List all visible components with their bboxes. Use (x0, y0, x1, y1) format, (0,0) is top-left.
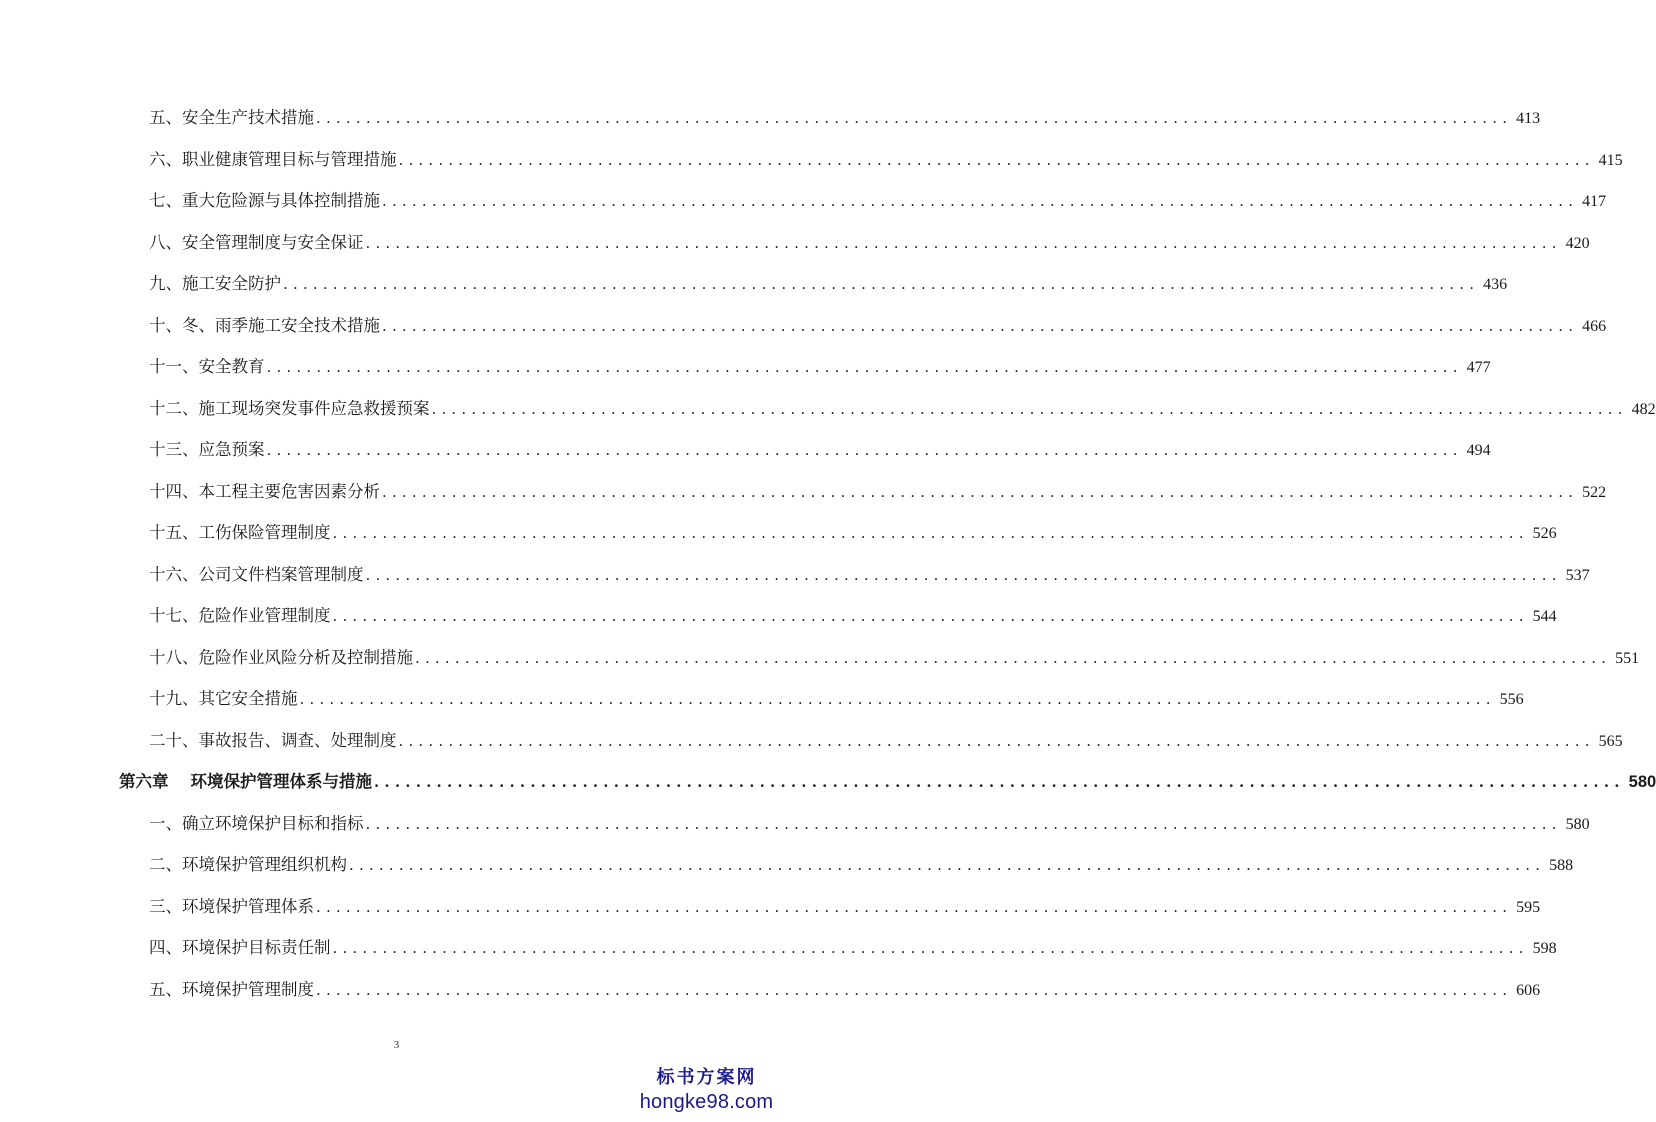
toc-entry[interactable] (149, 478, 1607, 504)
toc-entry[interactable] (149, 934, 1557, 960)
toc-entry[interactable] (149, 104, 1541, 130)
dot-leader: ........................................................................................................................ (365, 815, 1562, 833)
toc-entry-label: 八、安全管理制度与安全保证 (149, 233, 364, 252)
dot-leader: ........................................................................................................................ (316, 981, 1513, 999)
toc-entry-page: 588 (1549, 857, 1574, 874)
toc-entry-page: 565 (1598, 733, 1623, 750)
toc-entry[interactable] (149, 685, 1524, 711)
watermark-url: hongke98.com (639, 1091, 774, 1113)
dot-leader: ........................................................................................................................ (374, 773, 1625, 791)
toc-entry-page: 477 (1466, 359, 1491, 376)
toc-entry-page: 551 (1615, 650, 1640, 667)
toc-entry-page: 436 (1483, 276, 1508, 293)
dot-leader: ........................................................................................................................ (382, 483, 1579, 501)
dot-leader: ........................................................................................................................ (398, 151, 1595, 169)
toc-entry-page: 494 (1466, 442, 1491, 459)
toc-entry[interactable] (149, 229, 1590, 255)
toc-entry-label: 十七、危险作业管理制度 (149, 606, 331, 625)
toc-entry-label: 五、环境保护管理制度 (149, 980, 314, 999)
toc-entry-page: 420 (1565, 235, 1590, 252)
toc-entry[interactable] (149, 851, 1574, 877)
dot-leader: ........................................................................................................................ (266, 358, 1463, 376)
toc-entry-page: 595 (1516, 899, 1541, 916)
toc-entry[interactable] (149, 353, 1491, 379)
chapter-title: 环境保护管理体系与措施 (190, 772, 372, 791)
dot-leader: ........................................................................................................................ (431, 400, 1628, 418)
toc-entry-label: 十五、工伤保险管理制度 (149, 523, 331, 542)
toc-entry-label: 二十、事故报告、调查、处理制度 (149, 731, 397, 750)
dot-leader: ........................................................................................................................ (365, 234, 1562, 252)
toc-entry-label: 十二、施工现场突发事件应急救援预案 (149, 399, 430, 418)
toc-entry-label: 一、确立环境保护目标和指标 (149, 814, 364, 833)
toc-entry[interactable] (149, 519, 1557, 545)
toc-entry-label: 二、环境保护管理组织机构 (149, 855, 347, 874)
toc-entry-page: 537 (1565, 567, 1590, 584)
toc-entry[interactable] (149, 146, 1623, 172)
watermark-text: 标书方案网 (656, 1067, 757, 1088)
page-number: 3 (393, 1039, 400, 1051)
toc-entry-label: 三、环境保护管理体系 (149, 897, 314, 916)
dot-leader: ........................................................................................................................ (349, 856, 1546, 874)
toc-entry-page: 598 (1532, 940, 1557, 957)
toc-chapter-heading[interactable] (119, 768, 1656, 794)
toc-entry[interactable] (149, 436, 1491, 462)
toc-entry-label: 五、安全生产技术措施 (149, 108, 314, 127)
toc-entry-label: 十、冬、雨季施工安全技术措施 (149, 316, 380, 335)
toc-entry-page: 580 (1565, 816, 1590, 833)
toc-entry-label: 十三、应急预案 (149, 440, 265, 459)
dot-leader: ........................................................................................................................ (382, 317, 1579, 335)
toc-entry[interactable] (149, 727, 1623, 753)
toc-entry-page: 466 (1582, 318, 1607, 335)
toc-entry-page: 415 (1598, 152, 1623, 169)
watermark-logo (634, 1066, 779, 1114)
toc-entry[interactable] (149, 561, 1590, 587)
toc-entry-label: 七、重大危险源与具体控制措施 (149, 191, 380, 210)
toc-entry-label: 六、职业健康管理目标与管理措施 (149, 150, 397, 169)
dot-leader: ........................................................................................................................ (316, 109, 1513, 127)
toc-entry[interactable] (149, 810, 1590, 836)
toc-entry-label: 十一、安全教育 (149, 357, 265, 376)
toc-entry-page: 417 (1582, 193, 1607, 210)
toc-entry-label: 九、施工安全防护 (149, 274, 281, 293)
toc-entry-page: 526 (1532, 525, 1557, 542)
toc-entry-page: 413 (1516, 110, 1541, 127)
toc-entry[interactable] (149, 395, 1656, 421)
dot-leader: ........................................................................................................................ (365, 566, 1562, 584)
toc-entry-label: 十九、其它安全措施 (149, 689, 298, 708)
toc-entry[interactable] (149, 893, 1541, 919)
toc-entry-label: 十八、危险作业风险分析及控制措施 (149, 648, 413, 667)
dot-leader: ........................................................................................................................ (332, 524, 1529, 542)
dot-leader: ........................................................................................................................ (299, 690, 1496, 708)
dot-leader: ........................................................................................................................ (316, 898, 1513, 916)
dot-leader: ........................................................................................................................ (283, 275, 1480, 293)
toc-entry-label: 十四、本工程主要危害因素分析 (149, 482, 380, 501)
dot-leader: ........................................................................................................................ (398, 732, 1595, 750)
dot-leader: ........................................................................................................................ (415, 649, 1612, 667)
toc-entry-page: 544 (1532, 608, 1557, 625)
toc-entry-page: 482 (1631, 401, 1656, 418)
toc-entry[interactable] (149, 187, 1607, 213)
dot-leader: ........................................................................................................................ (332, 939, 1529, 957)
toc-entry[interactable] (149, 976, 1541, 1002)
toc-entry[interactable] (149, 312, 1607, 338)
toc-chapter-page: 580 (1628, 773, 1656, 791)
chapter-number: 第六章 (119, 772, 169, 791)
toc-entry-page: 606 (1516, 982, 1541, 999)
toc-entry-page: 556 (1499, 691, 1524, 708)
toc-chapter-label (119, 768, 372, 792)
dot-leader: ........................................................................................................................ (266, 441, 1463, 459)
toc-entry-label: 四、环境保护目标责任制 (149, 938, 331, 957)
dot-leader: ........................................................................................................................ (332, 607, 1529, 625)
toc-entry[interactable] (149, 270, 1508, 296)
toc-entry-label: 十六、公司文件档案管理制度 (149, 565, 364, 584)
toc-entry[interactable] (149, 602, 1557, 628)
toc-entry-page: 522 (1582, 484, 1607, 501)
dot-leader: ........................................................................................................................ (382, 192, 1579, 210)
toc-entry[interactable] (149, 644, 1640, 670)
